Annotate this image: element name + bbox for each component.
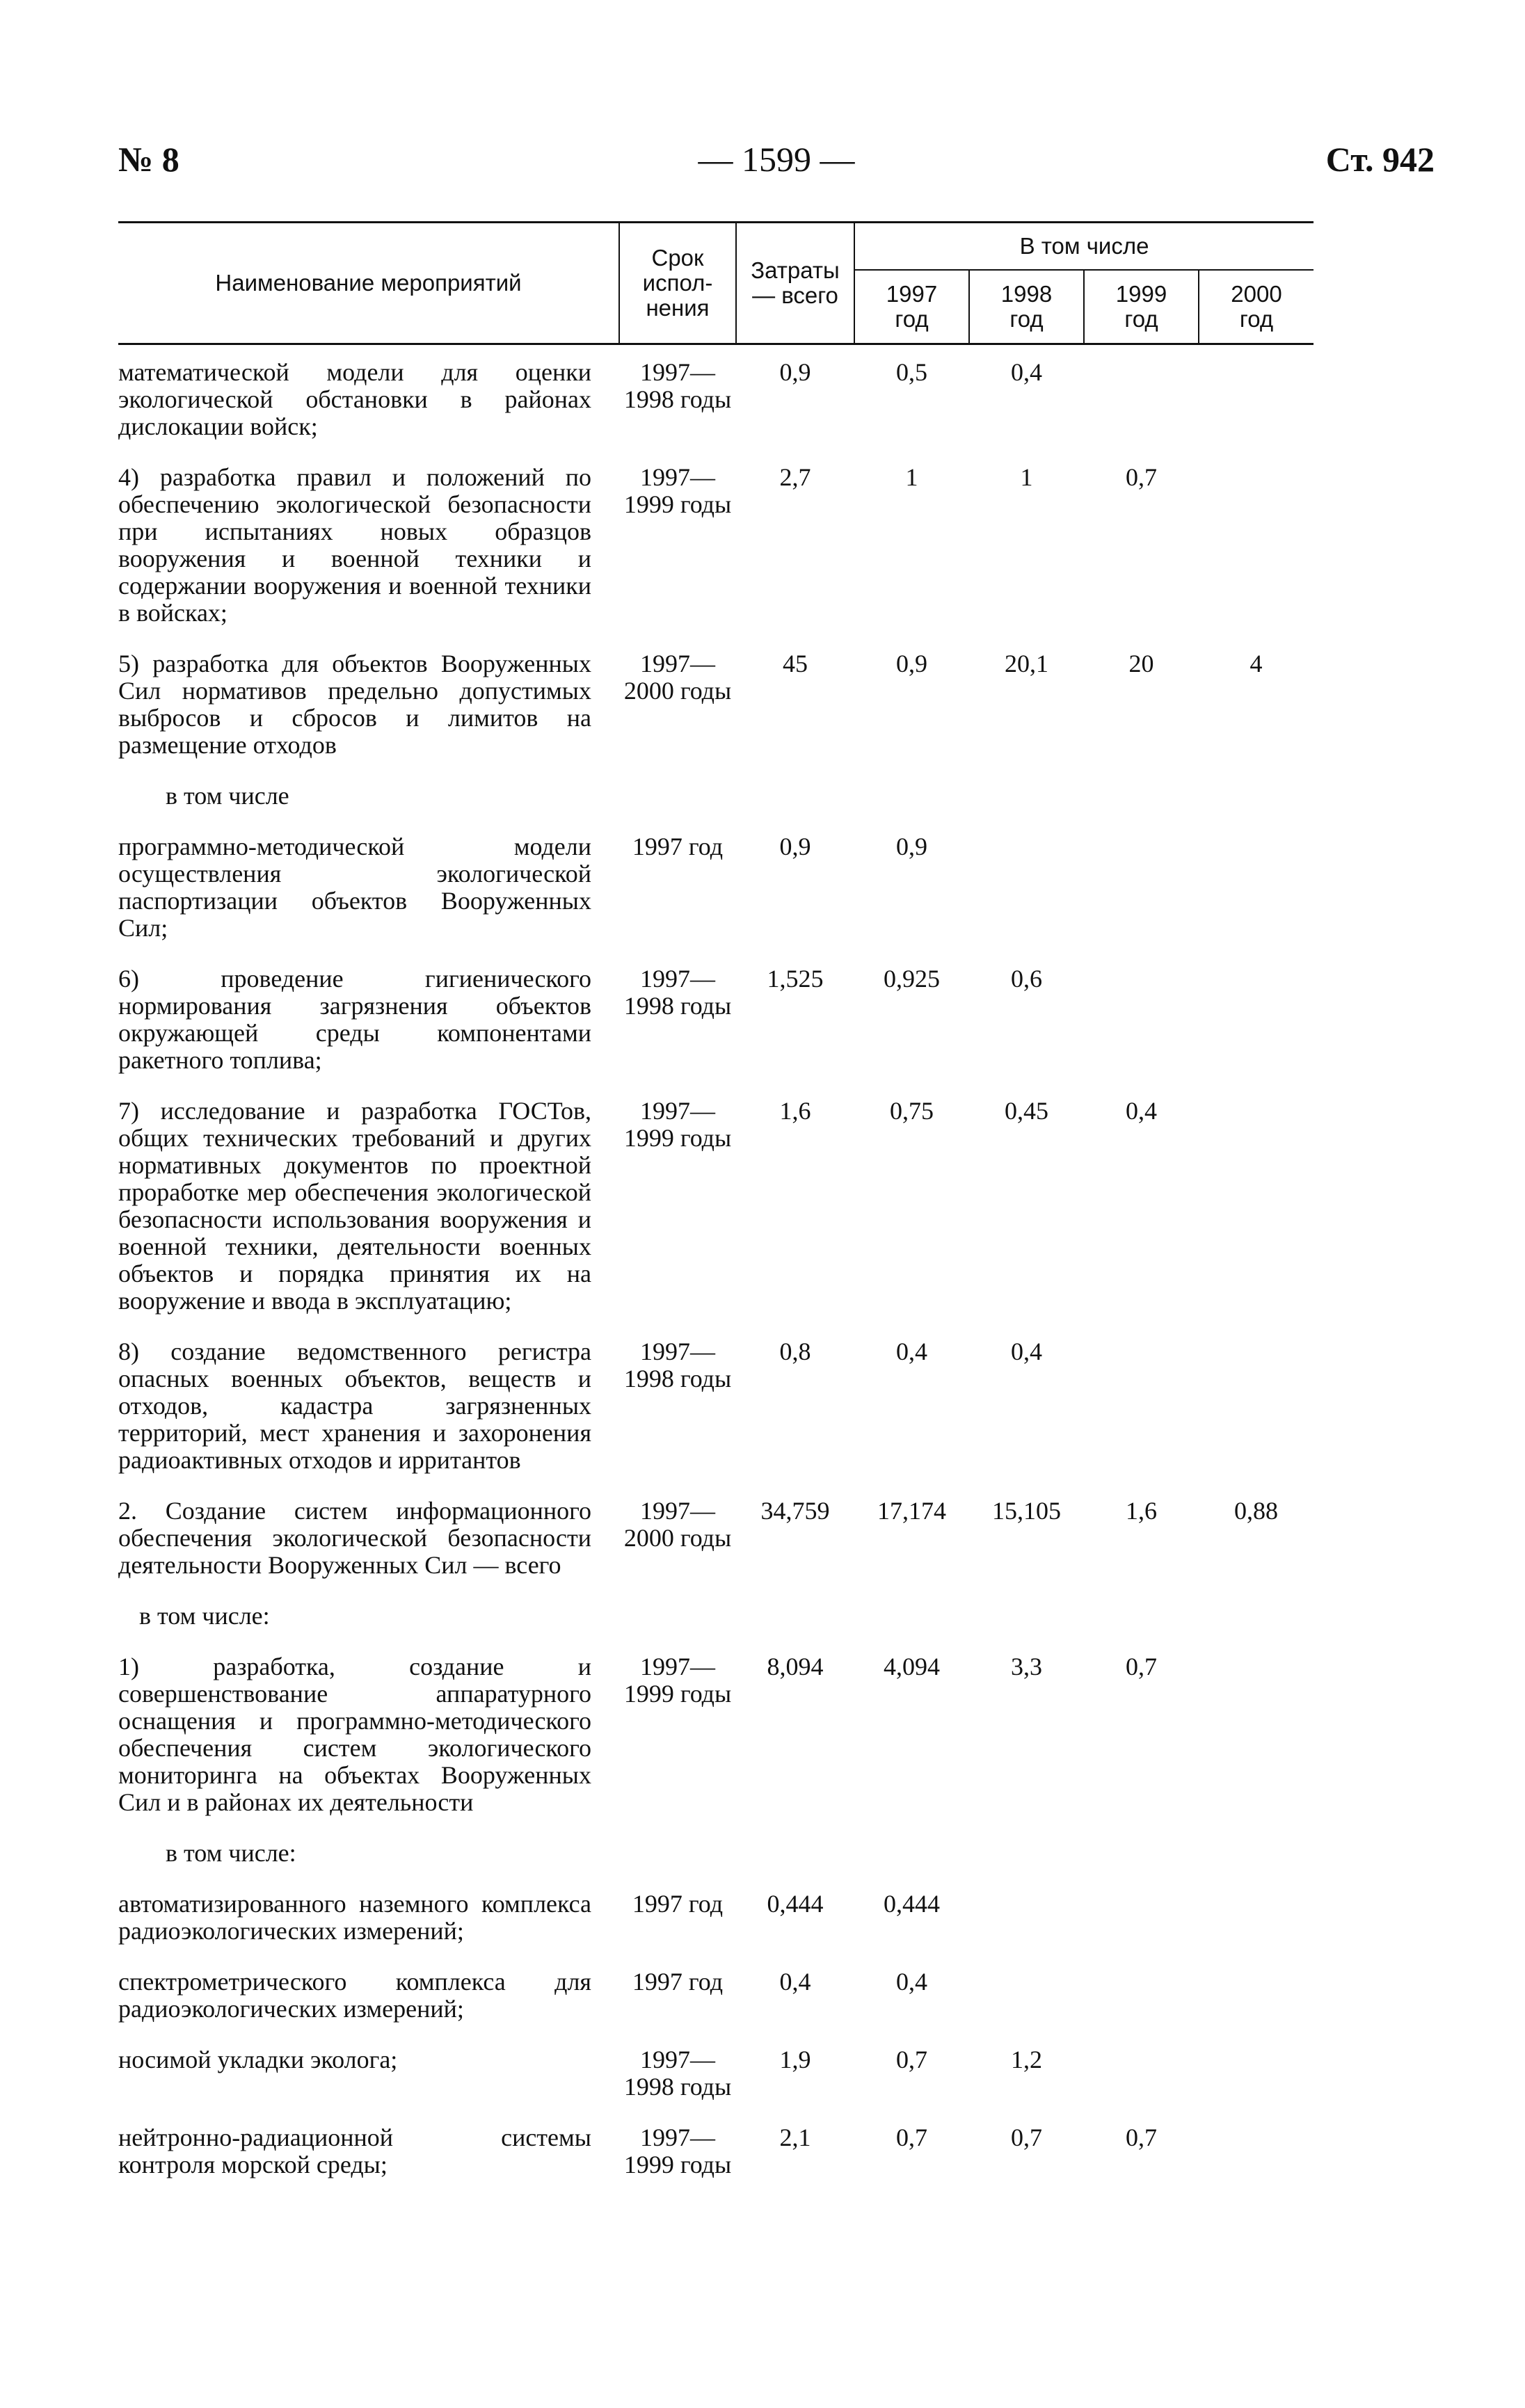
year-cell-1997: 0,75 <box>890 1097 934 1125</box>
year-cell-1998 <box>969 1891 1084 1945</box>
term-cell: 1997—1998 годы <box>623 358 732 413</box>
table-row <box>118 650 1314 759</box>
row-spacer-cell <box>118 759 1314 782</box>
subheading: в том числе: <box>166 1839 296 1867</box>
term-cell: 1997—1998 годы <box>623 965 732 1020</box>
row-spacer-cell <box>118 2023 1314 2046</box>
year-cell-1997: 0,4 <box>896 1338 927 1365</box>
table-row <box>118 2124 1314 2178</box>
table-row <box>118 1891 1314 1945</box>
year-cell-1999: 0,7 <box>1126 463 1157 491</box>
total-cell: 0,444 <box>767 1890 824 1918</box>
row-spacer-cell <box>118 440 1314 464</box>
year-cell-2000 <box>1199 344 1314 441</box>
year-cell-1997: 0,5 <box>896 358 927 386</box>
total-cell: 8,094 <box>767 1653 824 1680</box>
column-header-total: Затраты — всего <box>736 223 854 344</box>
year-cell-1999 <box>1084 1338 1199 1474</box>
row-spacer <box>118 1630 1314 1653</box>
term-cell: 1997—1998 годы <box>623 1338 732 1392</box>
measure-name: нейтронно-радиационной системы контроля морской среды; <box>118 2124 591 2178</box>
total-cell: 1,525 <box>767 965 824 993</box>
total-cell: 45 <box>783 650 808 677</box>
total-cell: 2,7 <box>779 463 811 491</box>
row-spacer-cell <box>118 1816 1314 1840</box>
row-spacer <box>118 440 1314 464</box>
row-spacer-cell <box>118 810 1314 833</box>
column-header-term: Срок испол-нения <box>619 223 736 344</box>
term-cell: 1997—1999 годы <box>623 2124 732 2178</box>
page-number: — 1599 — <box>698 140 855 179</box>
row-spacer-cell <box>118 1579 1314 1603</box>
total-cell: 0,9 <box>779 833 811 860</box>
term-cell: 1997—2000 годы <box>623 1497 732 1552</box>
term-cell: 1997 год <box>632 1968 724 1996</box>
year-cell-1997: 0,9 <box>896 650 927 677</box>
row-spacer-cell <box>118 627 1314 650</box>
measure-name: спектрометрического комплекса для радиоэкологических измерений; <box>118 1968 591 2023</box>
row-spacer <box>118 2023 1314 2046</box>
year-cell-1999 <box>1084 1968 1199 2023</box>
year-cell-1999 <box>1084 2046 1199 2101</box>
row-spacer <box>118 1579 1314 1603</box>
measure-name: 2. Создание систем информационного обеспечения экологической безопасности деятельности Вооруженных Сил — всего <box>118 1497 591 1579</box>
year-cell-1999: 0,7 <box>1126 1653 1157 1680</box>
article-number: Ст. 942 <box>1325 140 1435 179</box>
total-cell: 0,9 <box>779 358 811 386</box>
measure-name: 4) разработка правил и положений по обеспечению экологической безопасности при испытаниях новых образцов вооружения и военной техники и содержании вооружения и военной техники в войсках; <box>118 463 591 627</box>
total-cell: 0,4 <box>779 1968 811 1996</box>
table-row <box>118 1498 1314 1579</box>
row-spacer <box>118 1945 1314 1968</box>
table-row <box>118 344 1314 441</box>
total-cell: 1,9 <box>779 2046 811 2073</box>
table-row <box>118 833 1314 942</box>
year-cell-1998 <box>969 833 1084 942</box>
table-row <box>118 1968 1314 2023</box>
year-cell-1999: 20 <box>1128 650 1154 677</box>
table-row <box>118 1653 1314 1816</box>
year-cell-1997: 0,7 <box>896 2046 927 2073</box>
year-cell-2000 <box>1199 464 1314 627</box>
measure-name: 5) разработка для объектов Вооруженных Сил нормативов предельно допустимых выбросов и сбросов и лимитов на размещение отходов <box>118 650 591 759</box>
total-cell: 2,1 <box>779 2124 811 2151</box>
term-cell: 1997—2000 годы <box>623 650 732 705</box>
measure-name: программно-методической модели осуществления экологической паспортизации объектов Вооруженных Сил; <box>118 833 591 942</box>
year-cell-1999 <box>1084 1891 1199 1945</box>
year-cell-1997: 0,9 <box>896 833 927 860</box>
row-spacer-cell <box>118 1074 1314 1098</box>
year-cell-2000 <box>1199 2046 1314 2101</box>
row-spacer <box>118 627 1314 650</box>
row-spacer-cell <box>118 1315 1314 1338</box>
year-cell-2000 <box>1199 1338 1314 1474</box>
year-cell-1998: 1 <box>1020 463 1033 491</box>
row-spacer-cell <box>118 2101 1314 2124</box>
term-cell: 1997 год <box>632 833 724 860</box>
measure-name: математической модели для оценки экологической обстановки в районах дислокации войск; <box>118 358 591 440</box>
total-cell: 34,759 <box>760 1497 830 1525</box>
term-cell: 1997 год <box>632 1890 724 1918</box>
total-cell: 0,8 <box>779 1338 811 1365</box>
term-cell: 1997—1999 годы <box>623 1653 732 1708</box>
year-cell-2000 <box>1199 1098 1314 1315</box>
year-cell-1997: 0,4 <box>896 1968 927 1996</box>
year-cell-2000 <box>1199 1891 1314 1945</box>
year-cell-1999 <box>1084 344 1199 441</box>
row-spacer-cell <box>118 1945 1314 1968</box>
table-header <box>118 223 1314 344</box>
column-header-group: В том числе <box>854 223 1314 271</box>
subheading: в том числе: <box>139 1602 270 1630</box>
subheading-row <box>118 1603 1314 1630</box>
row-spacer-cell <box>118 942 1314 965</box>
row-spacer <box>118 942 1314 965</box>
column-header-year: 2000 год <box>1199 270 1314 344</box>
page-header <box>118 139 1435 195</box>
row-spacer <box>118 1315 1314 1338</box>
year-cell-1999 <box>1084 965 1199 1074</box>
year-cell-1998: 15,105 <box>992 1497 1061 1525</box>
year-cell-1999 <box>1084 833 1199 942</box>
row-spacer <box>118 2101 1314 2124</box>
column-header-year: 1997 год <box>854 270 969 344</box>
year-cell-1998: 3,3 <box>1011 1653 1042 1680</box>
term-cell: 1997—1999 годы <box>623 463 732 518</box>
year-cell-1997: 0,7 <box>896 2124 927 2151</box>
year-cell-1998: 0,4 <box>1011 1338 1042 1365</box>
table-row <box>118 965 1314 1074</box>
year-cell-1997: 0,444 <box>884 1890 940 1918</box>
row-spacer-cell <box>118 1630 1314 1653</box>
year-cell-1998: 20,1 <box>1005 650 1048 677</box>
year-cell-1998: 0,7 <box>1011 2124 1042 2151</box>
row-spacer <box>118 759 1314 782</box>
total-cell: 1,6 <box>779 1097 811 1125</box>
row-spacer <box>118 1867 1314 1891</box>
subheading: в том числе <box>166 782 289 810</box>
year-cell-2000: 0,88 <box>1234 1497 1278 1525</box>
measure-name: 7) исследование и разработка ГОСТов, общих технических требований и других нормативных документов по проектной проработке мер обеспечения экологической безопасности использования вооружения и военной техники, деятельности военных объектов и порядка принятия их на вооружение и ввода в эксплуатацию; <box>118 1097 591 1315</box>
year-cell-2000 <box>1199 1968 1314 2023</box>
table-row <box>118 1098 1314 1315</box>
year-cell-1997: 0,925 <box>884 965 940 993</box>
year-cell-1997: 4,094 <box>884 1653 940 1680</box>
term-cell: 1997—1998 годы <box>623 2046 732 2101</box>
year-cell-2000 <box>1199 833 1314 942</box>
row-spacer <box>118 1074 1314 1098</box>
table-row <box>118 1338 1314 1474</box>
year-cell-1999: 1,6 <box>1126 1497 1157 1525</box>
year-cell-1999: 0,7 <box>1126 2124 1157 2151</box>
column-header-year: 1998 год <box>969 270 1084 344</box>
row-spacer <box>118 1474 1314 1498</box>
measure-name: 1) разработка, создание и совершенствование аппаратурного оснащения и программно-методического обеспечения систем экологического мониторинга на объектах Вооруженных Сил и в районах их деятельности <box>118 1653 591 1816</box>
year-cell-1998: 0,4 <box>1011 358 1042 386</box>
year-cell-1998: 0,45 <box>1005 1097 1048 1125</box>
row-spacer-cell <box>118 1867 1314 1891</box>
year-cell-2000 <box>1199 965 1314 1074</box>
year-cell-1997: 17,174 <box>877 1497 946 1525</box>
year-cell-1999: 0,4 <box>1126 1097 1157 1125</box>
row-spacer <box>118 1816 1314 1840</box>
measures-table <box>118 221 1314 2178</box>
row-spacer <box>118 810 1314 833</box>
measure-name: 6) проведение гигиенического нормирования загрязнения объектов окружающей среды компонентами ракетного топлива; <box>118 965 591 1074</box>
row-spacer-cell <box>118 1474 1314 1498</box>
year-cell-2000: 4 <box>1249 650 1263 677</box>
measure-name: 8) создание ведомственного регистра опасных военных объектов, веществ и отходов, кадастра загрязненных территорий, мест хранения и захоронения радиоактивных отходов и ирритантов <box>118 1338 591 1474</box>
year-cell-1998: 0,6 <box>1011 965 1042 993</box>
subheading-row <box>118 1840 1314 1867</box>
measure-name: автоматизированного наземного комплекса радиоэкологических измерений; <box>118 1890 591 1945</box>
year-cell-1998: 1,2 <box>1011 2046 1042 2073</box>
year-cell-1997: 1 <box>905 463 918 491</box>
issue-number: № 8 <box>118 140 179 179</box>
table-row <box>118 464 1314 627</box>
column-header-name: Наименование мероприятий <box>118 223 619 344</box>
column-header-year: 1999 год <box>1084 270 1199 344</box>
measure-name: носимой укладки эколога; <box>118 2046 398 2073</box>
table-body <box>118 344 1314 2179</box>
subheading-row <box>118 782 1314 810</box>
year-cell-2000 <box>1199 2124 1314 2178</box>
year-cell-1998 <box>969 1968 1084 2023</box>
table-row <box>118 2046 1314 2101</box>
term-cell: 1997—1999 годы <box>623 1097 732 1152</box>
year-cell-2000 <box>1199 1653 1314 1816</box>
